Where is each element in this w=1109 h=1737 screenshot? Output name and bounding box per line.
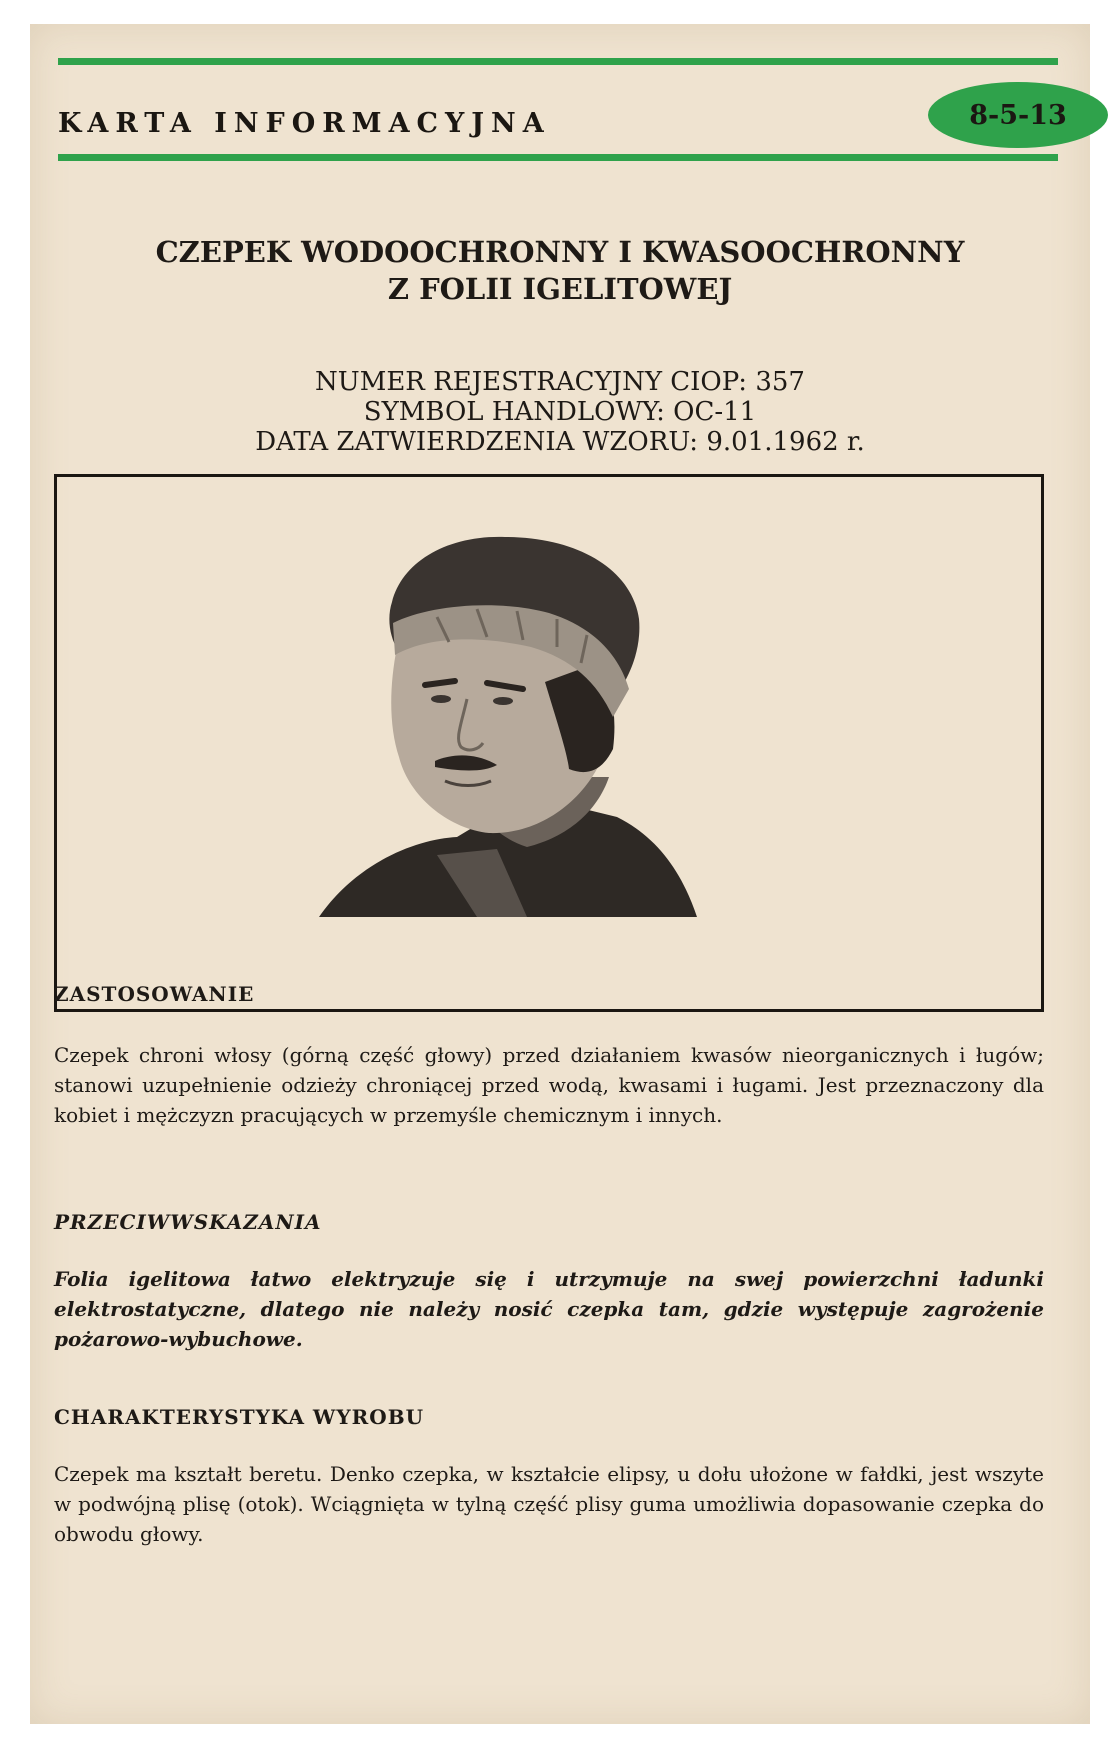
- section-body: Folia igelitowa łatwo elektryzuje się i utrzymuje na swej powierzchni ładunki elektrostatyczne, dlatego nie należy nosić czepka tam, gdzie występuje zagrożenie pożarowo-wybuchowe.: [54, 1267, 1044, 1351]
- section-product-characteristics: [54, 1405, 1044, 1549]
- header-bottom-rule: [58, 154, 1058, 161]
- approval-date: DATA ZATWIERDZENIA WZORU: 9.01.1962 r.: [255, 427, 865, 457]
- section-contraindications: [54, 1210, 1044, 1354]
- header-top-rule: [58, 58, 1058, 65]
- document-page: [30, 24, 1090, 1724]
- document-meta: [30, 367, 1090, 457]
- section-heading: CHARAKTERYSTYKA WYROBU: [54, 1405, 425, 1429]
- registration-number: NUMER REJESTRACYJNY CIOP: 357: [315, 367, 805, 397]
- person-wearing-cap-photo-icon: [57, 477, 1041, 1009]
- trade-symbol: SYMBOL HANDLOWY: OC-11: [363, 397, 757, 427]
- document-title-line-1: CZEPEK WODOOCHRONNY I KWASOOCHRONNY: [155, 235, 965, 269]
- section-heading: ZASTOSOWANIE: [54, 982, 255, 1006]
- page-header: [58, 58, 1067, 188]
- section-heading: PRZECIWWSKAZANIA: [54, 1210, 322, 1234]
- section-body: Czepek ma kształt beretu. Denko czepka, w kształcie elipsy, u dołu ułożone w fałdki, jest wszyte w podwójną plisę (otok). Wciągnięta w tylną część plisy guma umożliwia dopasowanie czepka do obwodu głowy.: [54, 1462, 1044, 1546]
- document-title: [30, 234, 1090, 308]
- product-figure: [54, 474, 1044, 1012]
- card-code-badge: 8-5-13: [928, 82, 1108, 148]
- header-title: KARTA INFORMACYJNA: [58, 108, 551, 139]
- section-application: [54, 982, 1044, 1130]
- section-body: Czepek chroni włosy (górną część głowy) przed działaniem kwasów nieorganicznych i ługów; stanowi uzupełnienie odzieży chroniącej przed wodą, kwasami i ługami. Jest przeznaczony dla kobiet i mężczyzn pracujących w przemyśle chemicznym i innych.: [54, 1043, 1044, 1127]
- document-title-line-2: Z FOLII IGELITOWEJ: [387, 272, 733, 306]
